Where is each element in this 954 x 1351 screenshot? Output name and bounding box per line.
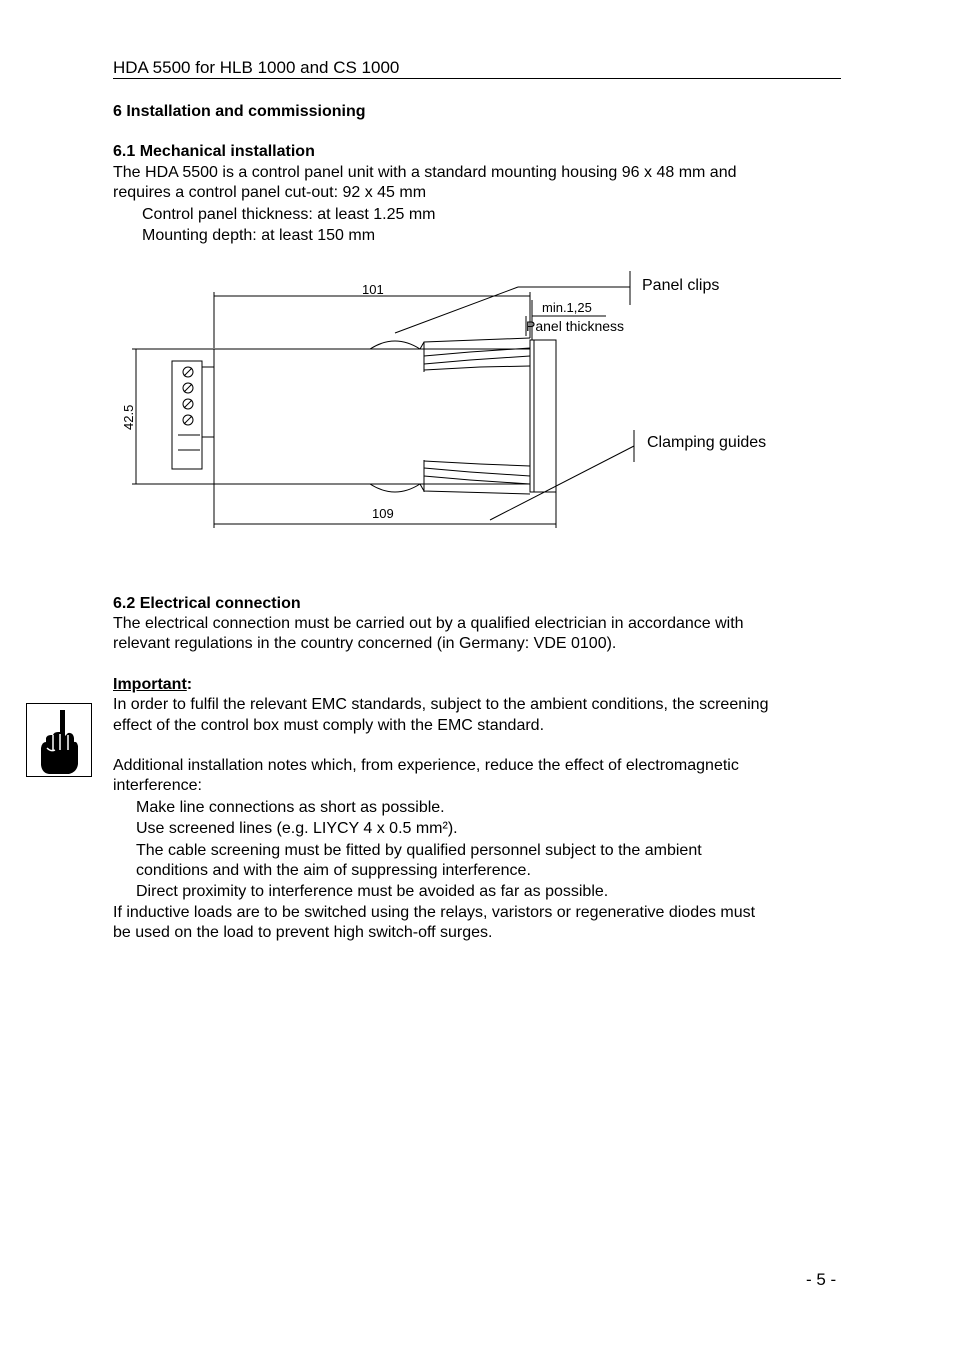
section-6-2-heading: 6.2 Electrical connection [113,595,301,612]
page-number: - 5 - [806,1270,837,1289]
dim-min-label: min.1,25 [542,300,592,315]
pointing-hand-icon [26,703,92,777]
intro-line-2: requires a control panel cut-out: 92 x 45 mm [113,184,427,201]
final-line-1: If inductive loads are to be switched using the relays, varistors or regenerative diodes must [113,904,756,921]
dim-42-5-label: 42.5 [121,404,136,430]
dim-101-label: 101 [362,282,384,297]
note-bullet-3: The cable screening must be fitted by qualified personnel subject to the ambient [136,842,702,859]
notes-line-2: interference: [113,777,202,794]
electrical-line-1: The electrical connection must be carried out by a qualified electrician in accordance with [113,615,744,632]
bullet-panel-thickness: Control panel thickness: at least 1.25 mm [142,206,436,223]
intro-line-1: The HDA 5500 is a control panel unit with a standard mounting housing 96 x 48 mm and [113,164,737,181]
panel-clips-label: Panel clips [642,277,720,294]
note-bullet-1: Make line connections as short as possible. [136,799,445,816]
dim-109-label: 109 [372,506,394,521]
mounting-diagram [0,260,954,540]
section-6-1-heading: 6.1 Mechanical installation [113,143,315,160]
emc-line-1: In order to fulfil the relevant EMC standards, subject to the ambient conditions, the screening [113,696,769,713]
emc-line-2: effect of the control box must comply with the EMC standard. [113,717,545,734]
important-label: Important: [113,676,193,693]
note-bullet-3-cont: conditions and with the aim of suppressing interference. [136,862,531,879]
bullet-mounting-depth: Mounting depth: at least 150 mm [142,227,376,244]
panel-thickness-label: Panel thickness [526,318,625,334]
notes-line-1: Additional installation notes which, from experience, reduce the effect of electromagnetic [113,757,739,774]
note-bullet-2: Use screened lines (e.g. LIYCY 4 x 0.5 mm²). [136,820,458,837]
section-6-heading: 6 Installation and commissioning [113,103,366,120]
clamping-guides-label: Clamping guides [647,434,767,451]
final-line-2: be used on the load to prevent high switch-off surges. [113,924,493,941]
electrical-line-2: relevant regulations in the country concerned (in Germany: VDE 0100). [113,635,617,652]
note-bullet-4: Direct proximity to interference must be avoided as far as possible. [136,883,609,900]
header-rule [113,78,841,79]
page-header-title: HDA 5500 for HLB 1000 and CS 1000 [113,58,400,77]
